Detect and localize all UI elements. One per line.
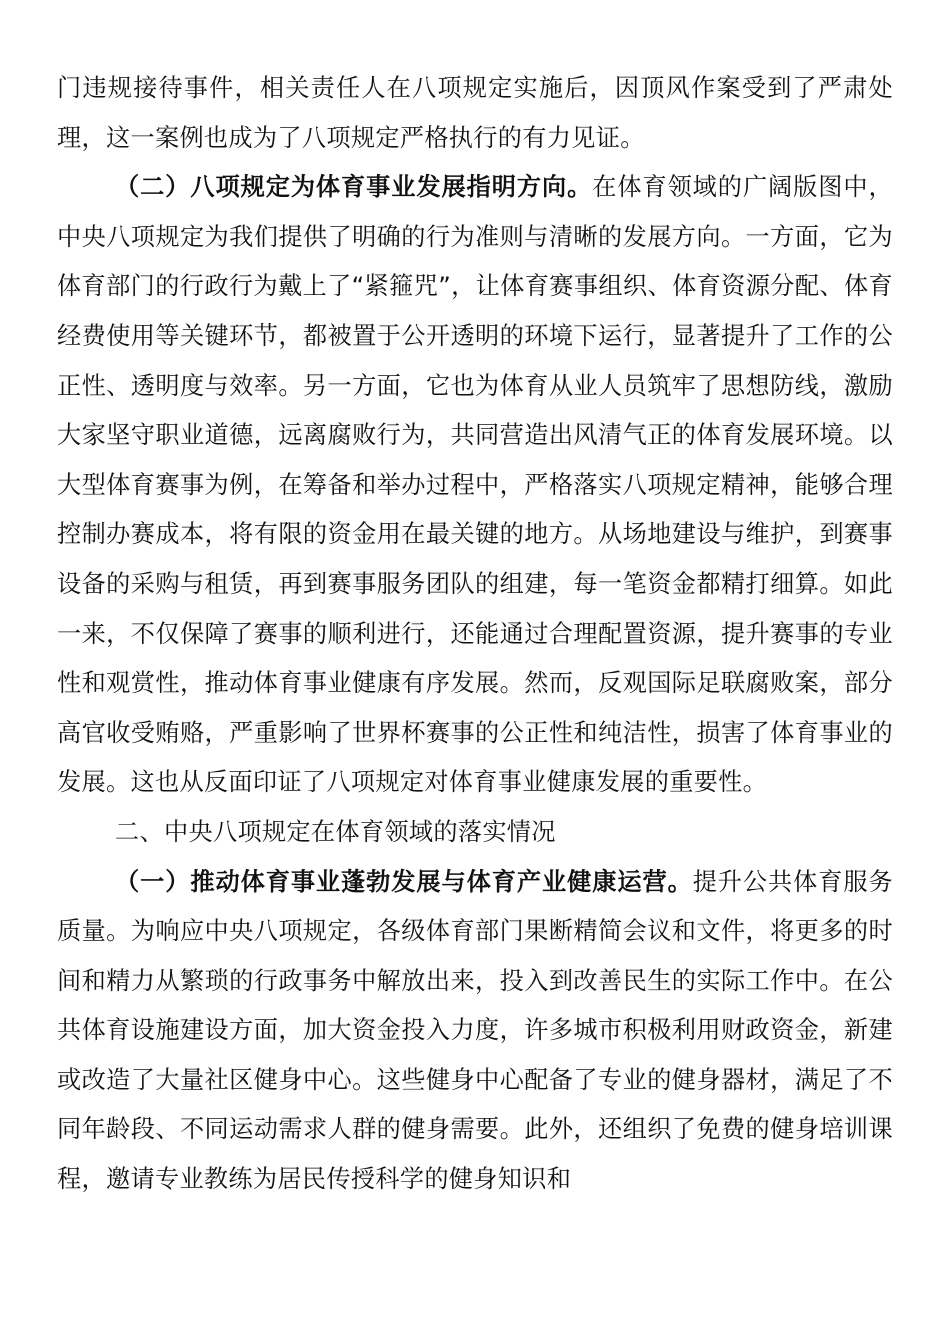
paragraph-text: 门违规接待事件，相关责任人在八项规定实施后，因顶风作案受到了严肃处理，这一案例也成为了八项规定严格执行的有力见证。 — [57, 74, 893, 152]
paragraph-heading: （二）八项规定为体育事业发展指明方向。 — [115, 173, 593, 202]
paragraph-section-two — [57, 163, 893, 808]
paragraph-heading: （一）推动体育事业蓬勃发展与体育产业健康运营。 — [115, 867, 693, 896]
document-page — [57, 64, 893, 1205]
paragraph-subsection-one — [57, 858, 893, 1205]
section-heading-two — [57, 808, 893, 858]
paragraph-text: 提升公共体育服务质量。为响应中央八项规定，各级体育部门果断精简会议和文件，将更多的时间和精力从繁琐的行政事务中解放出来，投入到改善民生的实际工作中。在公共体育设施建设方面，加大资金投入力度，许多城市积极利用财政资金，新建或改造了大量社区健身中心。这些健身中心配备了专业的健身器材，满足了不同年龄段、不同运动需求人群的健身需要。此外，还组织了免费的健身培训课程，邀请专业教练为居民传授科学的健身知识和 — [57, 867, 893, 1194]
paragraph-continuation — [57, 64, 893, 163]
paragraph-text: 在体育领域的广阔版图中，中央八项规定为我们提供了明确的行为准则与清晰的发展方向。一方面，它为体育部门的行政行为戴上了“紧箍咒”，让体育赛事组织、体育资源分配、体育经费使用等关键环节，都被置于公开透明的环境下运行，显著提升了工作的公正性、透明度与效率。另一方面，它也为体育从业人员筑牢了思想防线，激励大家坚守职业道德，远离腐败行为，共同营造出风清气正的体育发展环境。以大型体育赛事为例，在筹备和举办过程中，严格落实八项规定精神，能够合理控制办赛成本，将有限的资金用在最关键的地方。从场地建设与维护，到赛事设备的采购与租赁，再到赛事服务团队的组建，每一笔资金都精打细算。如此一来，不仅保障了赛事的顺利进行，还能通过合理配置资源，提升赛事的专业性和观赏性，推动体育事业健康有序发展。然而，反观国际足联腐败案，部分高官收受贿赂，严重影响了世界杯赛事的公正性和纯洁性，损害了体育事业的发展。这也从反面印证了八项规定对体育事业健康发展的重要性。 — [57, 173, 893, 797]
section-heading-text: 二、中央八项规定在体育领域的落实情况 — [115, 817, 556, 846]
